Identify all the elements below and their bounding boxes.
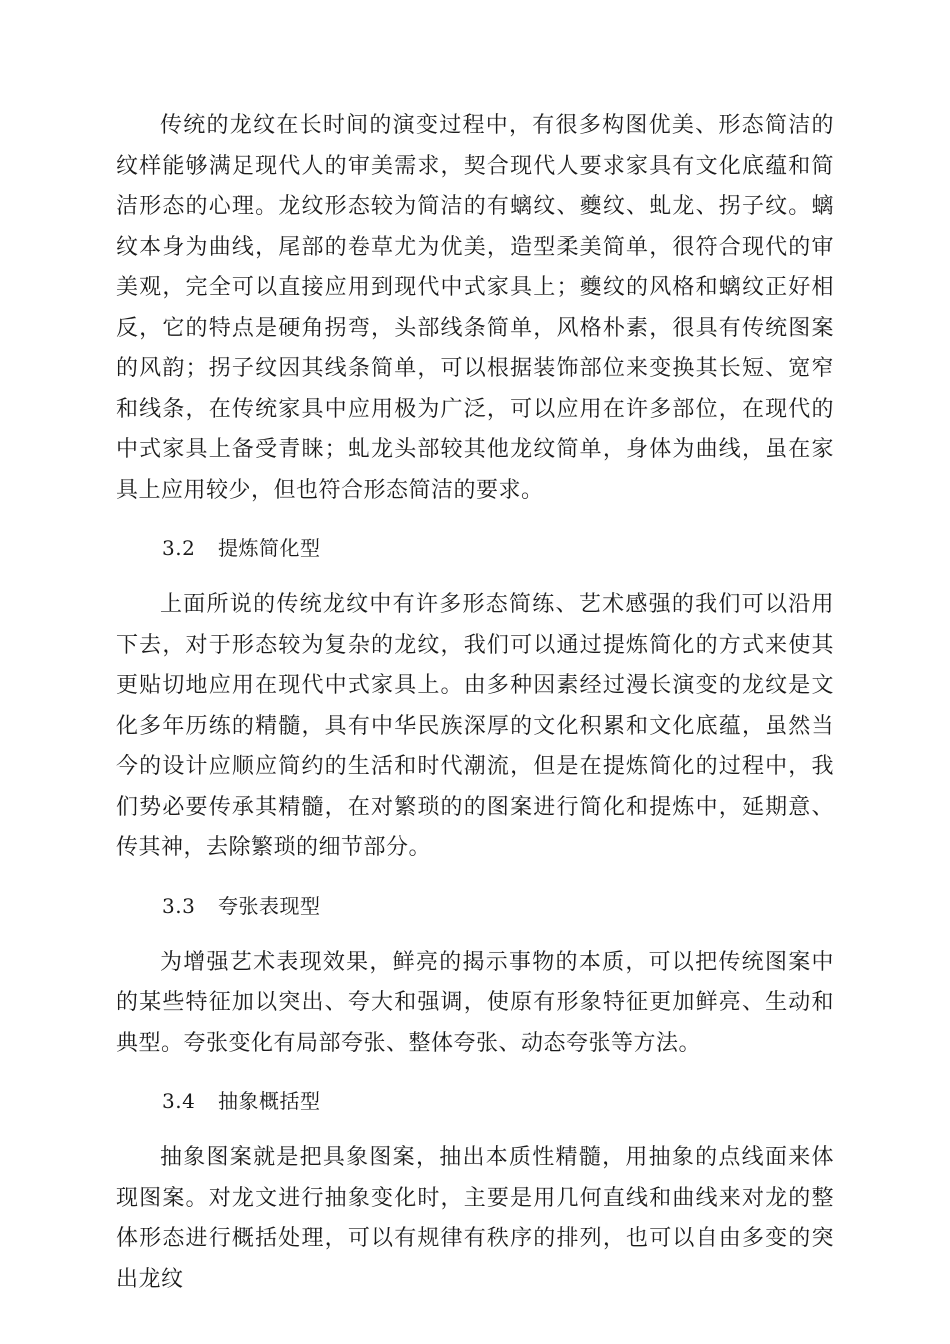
paragraph-abstraction: 抽象图案就是把具象图案，抽出本质性精髓，用抽象的点线面来体现图案。对龙文进行抽象变化时，主要是用几何直线和曲线来对龙的整体形态进行概括处理，可以有规律有秩序的排列，也可以自由多变的突出龙纹 [116,1145,834,1292]
section-title: 提炼简化型 [218,536,321,560]
document-page [116,106,834,1300]
section-heading-3-3 [116,891,834,921]
section-title: 抽象概括型 [218,1089,321,1113]
section-heading-3-2 [116,533,834,563]
paragraph-refine-simplify: 上面所说的传统龙纹中有许多形态简练、艺术感强的我们可以沿用下去，对于形态较为复杂的龙纹，我们可以通过提炼简化的方式来使其更贴切地应用在现代中式家具上。由多种因素经过漫长演变的龙纹是文化多年历练的精髓，具有中华民族深厚的文化积累和文化底蕴，虽然当今的设计应顺应简约的生活和时代潮流，但是在提炼简化的过程中，我们势必要传承其精髓，在对繁琐的的图案进行简化和提炼中，延期意、传其神，去除繁琐的细节部分。 [116,592,834,860]
paragraph-exaggeration: 为增强艺术表现效果，鲜亮的揭示事物的本质，可以把传统图案中的某些特征加以突出、夸大和强调，使原有形象特征更加鲜亮、生动和典型。夸张变化有局部夸张、整体夸张、动态夸张等方法。 [116,949,834,1056]
section-heading-3-4 [116,1086,834,1116]
section-title: 夸张表现型 [218,893,321,918]
section-number: 3.4 [162,1089,196,1113]
section-number: 3.2 [162,536,196,560]
paragraph-dragon-patterns-simple: 传统的龙纹在长时间的演变过程中，有很多构图优美、形态简洁的纹样能够满足现代人的审美需求，契合现代人要求家具有文化底蕴和简洁形态的心理。龙纹形态较为简洁的有螭纹、夔纹、虬龙、拐子纹。螭纹本身为曲线，尾部的卷草尤为优美，造型柔美简单，很符合现代的审美观，完全可以直接应用到现代中式家具上；夔纹的风格和螭纹正好相反，它的特点是硬角拐弯，头部线条简单，风格朴素，很具有传统图案的风韵；拐子纹因其线条简单，可以根据装饰部位来变换其长短、宽窄和线条，在传统家具中应用极为广泛，可以应用在许多部位，在现代的中式家具上备受青睐；虬龙头部较其他龙纹简单，身体为曲线，虽在家具上应用较少，但也符合形态简洁的要求。 [116,113,834,503]
section-number: 3.3 [162,893,196,918]
